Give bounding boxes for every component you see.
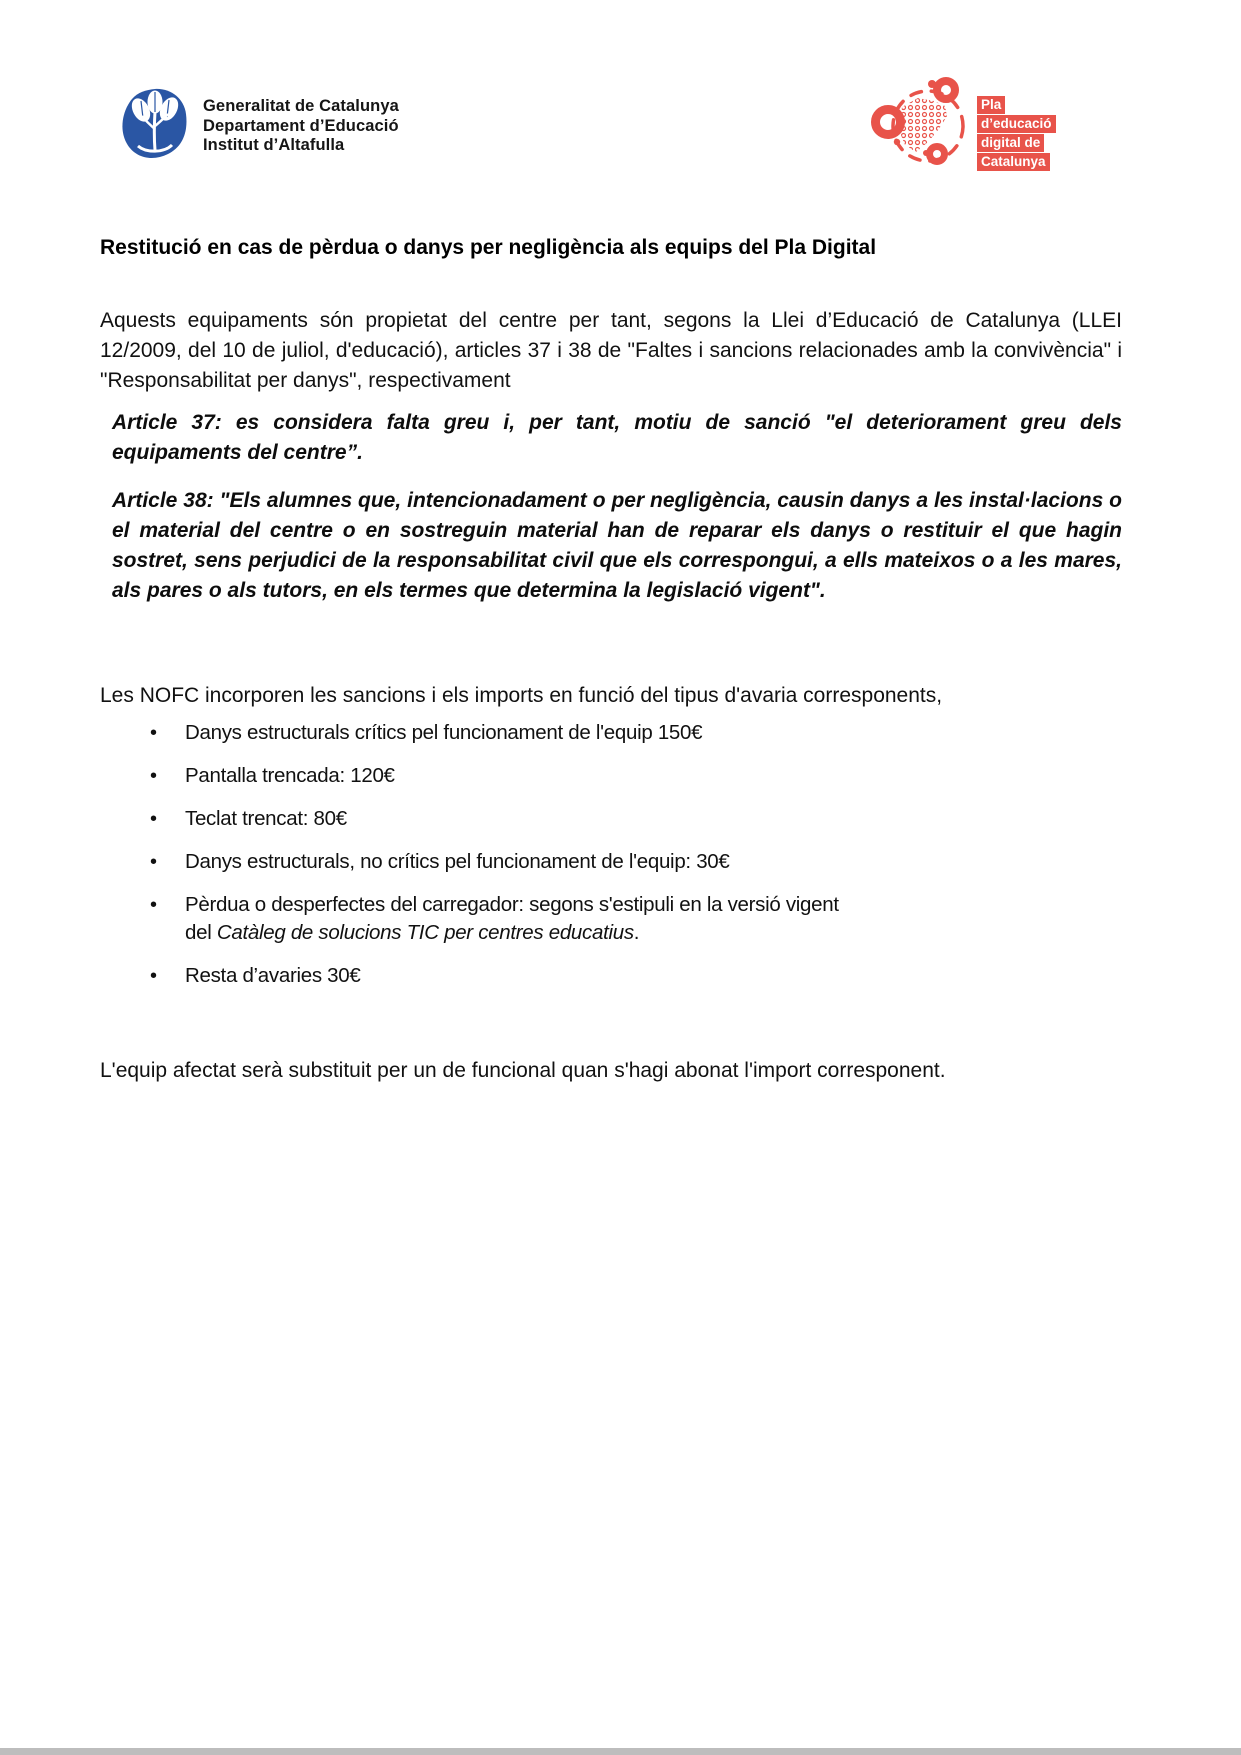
org-line-departament: Departament d’Educació [203,116,399,135]
pla-wordmark-line: Pla [977,96,1005,114]
organization-name-block [203,97,399,156]
org-line-institut: Institut d’Altafulla [203,136,345,154]
list-item-structural-noncritical [100,848,1122,876]
generalitat-emblem-icon [122,88,188,160]
pla-wordmark-line: digital de [977,134,1044,152]
page-title: Restitució en cas de pèrdua o danys per negligència als equips del Pla Digital [100,236,877,259]
list-item-text: Danys estructurals crítics pel funcionament de l'equip 150€ [185,721,703,744]
pla-wordmark-line: Catalunya [977,153,1050,171]
nofc-paragraph: Les NOFC incorporen les sancions i els imports en funció del tipus d'avaria corresponents, [100,684,943,707]
sanctions-list [100,719,1122,1005]
org-line-generalitat: Generalitat de Catalunya [203,97,399,115]
list-item-text: del [185,921,217,944]
list-item-text: Resta d’avaries 30€ [185,964,361,987]
list-item-keyboard [100,805,1122,833]
list-item-text: . [633,921,640,944]
list-item-text: Teclat trencat: 80€ [185,807,347,830]
article-38-quote: Article 38: "Els alumnes que, intencionadament o per negligència, causin danys a les instal·lacions o el material del centre o en sostreguin material han de reparar els danys o restituir el que hagin sostret, sens perjudici de la responsabilitat civil que els correspongui, a ells mateixos o a les mares, als pares o als tutors, en els termes que determina la legislació vigent". [112,489,1122,602]
list-item-text: Danys estructurals, no crítics pel funcionament de l'equip: 30€ [185,850,730,873]
list-item-other-faults [100,962,1122,990]
list-item-structural-critical [100,719,1122,747]
list-item-text: Pèrdua o desperfectes del carregador: segons s'estipuli en la versió vigent [185,893,839,916]
list-item-charger [100,891,1122,947]
pla-wordmark-line: d’educació [977,115,1056,133]
pla-digital-wordmark [977,96,1056,172]
list-item-screen [100,762,1122,790]
catalog-title-italic: Catàleg de solucions TIC per centres educatius [216,921,634,944]
intro-paragraph: Aquests equipaments són propietat del centre per tant, segons la Llei d’Educació de Catalunya (LLEI 12/2009, del 10 de juliol, d'educació), articles 37 i 38 de "Faltes i sancions relacionades amb la convivència" i "Responsabilitat per danys", respectivament [100,309,1122,392]
article-37-quote: Article 37: es considera falta greu i, per tant, motiu de sanció "el deteriorament greu dels equipaments del centre”. [112,411,1122,464]
list-item-text: Pantalla trencada: 120€ [185,764,395,787]
closing-paragraph: L'equip afectat serà substituit per un de funcional quan s'hagi abonat l'import corresponent. [100,1059,946,1082]
page-bottom-edge [0,1748,1241,1755]
